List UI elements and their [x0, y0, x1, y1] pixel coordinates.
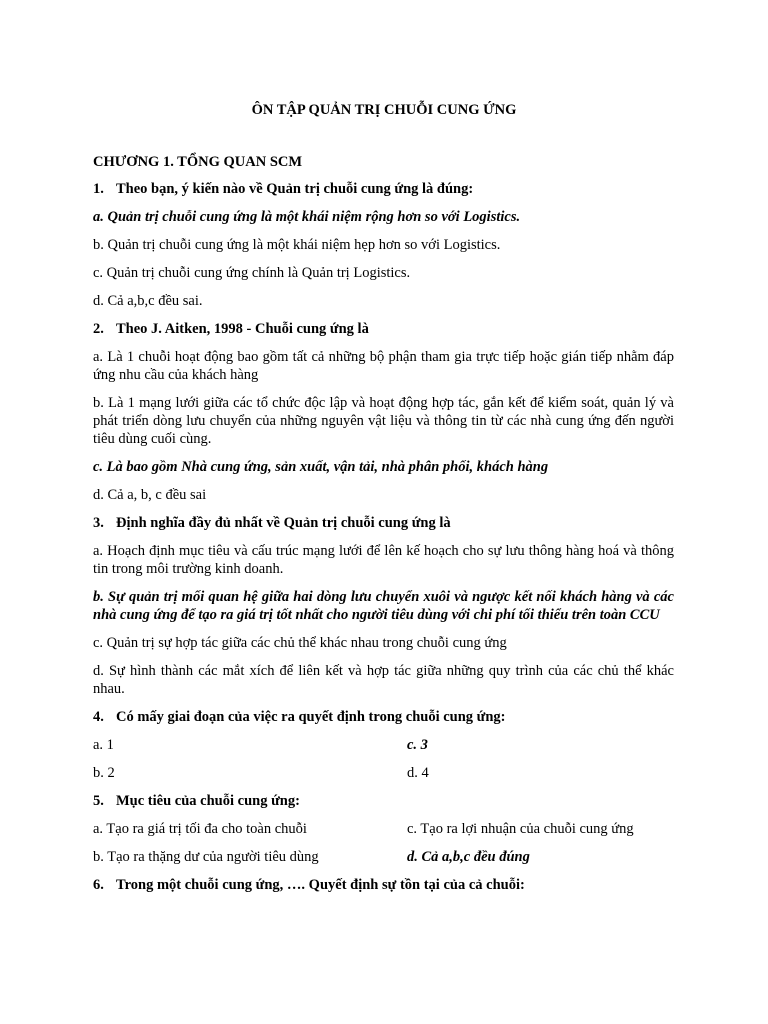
answer-option: c. Quản trị chuỗi cung ứng chính là Quản trị Logistics.: [93, 265, 411, 281]
answer-option: c. Quản trị sự hợp tác giữa các chủ thể khác nhau trong chuỗi cung ứng: [93, 635, 507, 651]
answer-option: c. Tạo ra lợi nhuận của chuỗi cung ứng: [407, 821, 634, 837]
answer-option: d. 4: [407, 765, 429, 781]
answer-option-correct: c. 3: [407, 737, 428, 753]
question-number: 2.: [93, 321, 104, 337]
answer-option-correct: c. Là bao gồm Nhà cung ứng, sản xuất, vận tải, nhà phân phối, khách hàng: [93, 459, 549, 475]
question-text: Trong một chuỗi cung ứng, …. Quyết định sự tồn tại của cả chuỗi:: [116, 877, 525, 893]
question-3: [93, 514, 674, 532]
question-text: Có mấy giai đoạn của việc ra quyết định trong chuỗi cung ứng:: [116, 709, 506, 725]
question-text: Theo bạn, ý kiến nào về Quản trị chuỗi cung ứng là đúng:: [116, 181, 474, 197]
question-5: [93, 792, 674, 810]
answer-option-correct: b. Sự quản trị mối quan hệ giữa hai dòng lưu chuyển xuôi và ngược kết nối khách hàng và các nhà cung ứng để tạo ra giá trị tốt nhất cho người tiêu dùng với chi phí tối thiểu trên toàn CCU: [93, 589, 674, 623]
answer-row: [93, 764, 674, 782]
question-text: Theo J. Aitken, 1998 - Chuỗi cung ứng là: [116, 321, 369, 337]
answer-row: [93, 820, 674, 838]
answer-option: a. Là 1 chuỗi hoạt động bao gồm tất cả những bộ phận tham gia trực tiếp hoặc gián tiếp nhằm đáp ứng nhu cầu của khách hàng: [93, 349, 674, 383]
question-4: [93, 708, 674, 726]
answer-row: [93, 848, 674, 866]
answer-option: a. 1: [93, 737, 114, 753]
answer-option: d. Cả a,b,c đều sai.: [93, 293, 203, 309]
question-number: 4.: [93, 709, 104, 725]
answer-option: a. Hoạch định mục tiêu và cấu trúc mạng lưới để lên kế hoạch cho sự lưu thông hàng hoá và thông tin trong môi trường kinh doanh.: [93, 543, 674, 577]
question-1: [93, 180, 674, 198]
question-text: Định nghĩa đầy đủ nhất về Quản trị chuỗi cung ứng là: [116, 515, 451, 531]
chapter-heading: CHƯƠNG 1. TỔNG QUAN SCM: [93, 154, 303, 170]
document-body: [93, 153, 674, 904]
question-6: [93, 876, 674, 894]
answer-option-correct: a. Quản trị chuỗi cung ứng là một khái niệm rộng hơn so với Logistics.: [93, 209, 521, 225]
question-number: 1.: [93, 181, 104, 197]
question-number: 6.: [93, 877, 104, 893]
answer-option: d. Sự hình thành các mắt xích để liên kết và hợp tác giữa những quy trình của các chủ thể khác nhau.: [93, 663, 674, 697]
answer-option: d. Cả a, b, c đều sai: [93, 487, 207, 503]
answer-option: b. Tạo ra thặng dư của người tiêu dùng: [93, 849, 319, 865]
document-title: ÔN TẬP QUẢN TRỊ CHUỖI CUNG ỨNG: [251, 102, 517, 118]
answer-option: b. Quản trị chuỗi cung ứng là một khái niệm hẹp hơn so với Logistics.: [93, 237, 501, 253]
question-number: 5.: [93, 793, 104, 809]
answer-option: a. Tạo ra giá trị tối đa cho toàn chuỗi: [93, 821, 307, 837]
question-2: [93, 320, 674, 338]
answer-option-correct: d. Cả a,b,c đều đúng: [407, 849, 530, 865]
question-text: Mục tiêu của chuỗi cung ứng:: [116, 793, 300, 809]
answer-option: b. 2: [93, 765, 115, 781]
question-number: 3.: [93, 515, 104, 531]
answer-row: [93, 736, 674, 754]
answer-option: b. Là 1 mạng lưới giữa các tổ chức độc lập và hoạt động hợp tác, gắn kết để kiểm soát, quản lý và phát triển dòng lưu chuyển của những nguyên vật liệu và thông tin từ các nhà cung ứng đến người tiêu dùng cuối cùng.: [93, 395, 674, 447]
